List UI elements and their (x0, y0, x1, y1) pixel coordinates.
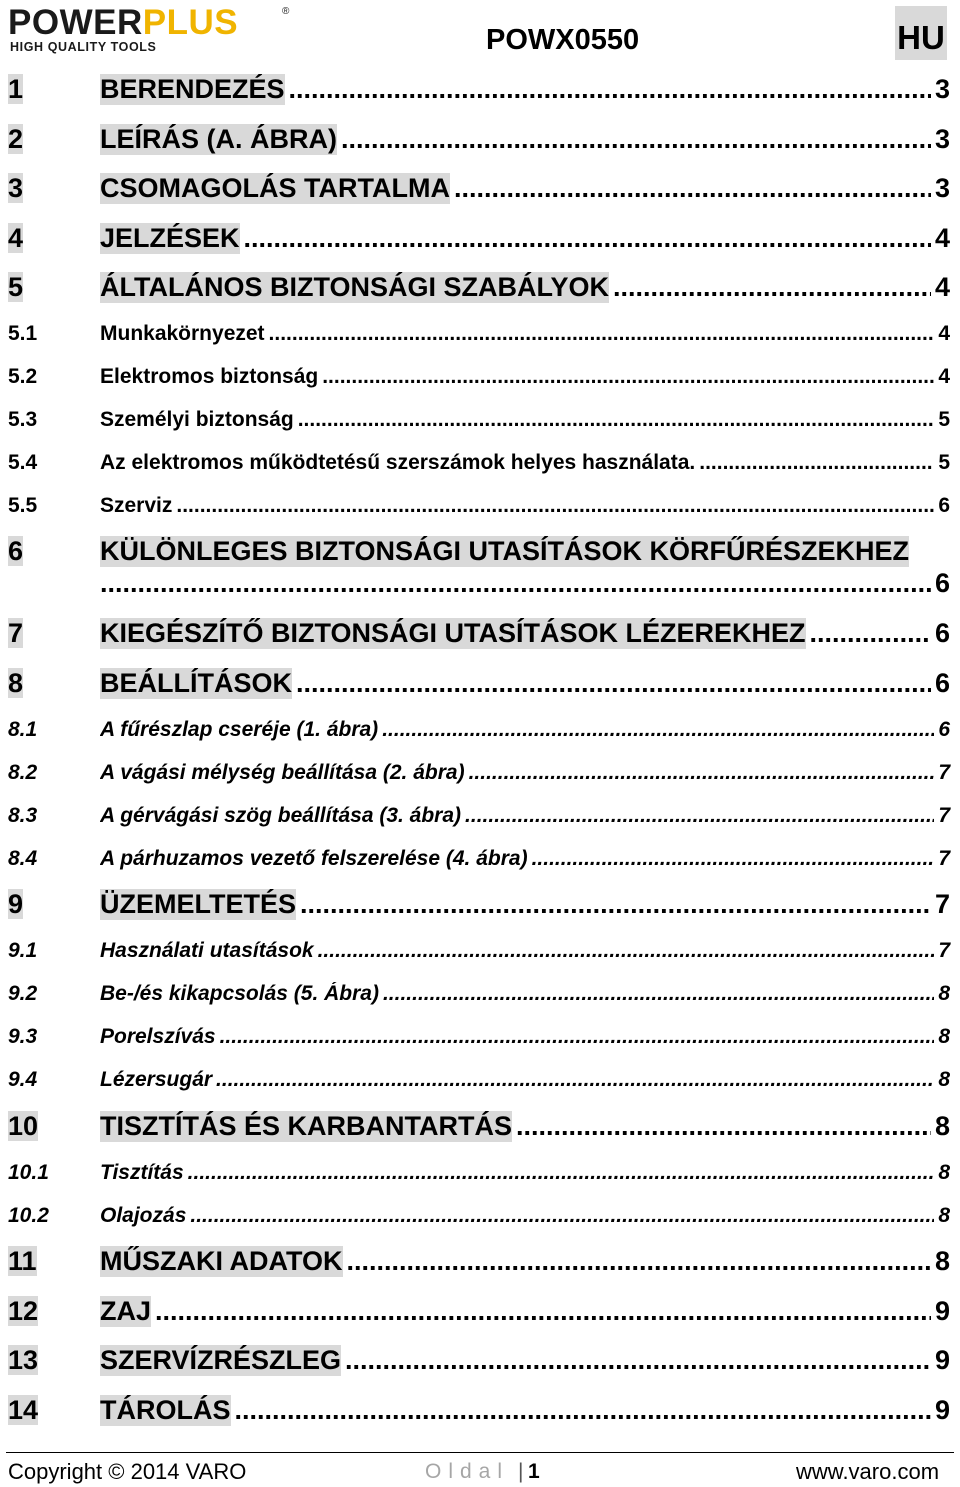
toc-entry-number: 10 (8, 1111, 39, 1141)
toc-entry-title: Porelszívás (100, 1025, 216, 1048)
logo-power-text: POWER (8, 3, 143, 42)
toc-leader-dots (298, 408, 935, 432)
toc-entry-title: ÜZEMELTETÉS (100, 889, 297, 919)
toc-entry-number: 9.4 (8, 1068, 38, 1091)
toc-leader-dots (516, 1111, 931, 1142)
toc-entry-title: KÜLÖNLEGES BIZTONSÁGI UTASÍTÁSOK KÖRFŰRÉSZEKHEZ (100, 536, 910, 566)
toc-entry-number: 9 (8, 889, 24, 919)
page-number: 1 (528, 1460, 540, 1483)
toc-leader-dots (613, 272, 931, 303)
toc-entry-title: A párhuzamos vezető felszerelése (4. ábra) (100, 847, 528, 870)
toc-entry-12[interactable] (8, 1296, 950, 1327)
toc-entry-number: 10.1 (8, 1161, 49, 1184)
toc-leader-dots (296, 668, 931, 699)
toc-entry-9-2[interactable] (8, 982, 950, 1006)
toc-leader-dots (216, 1068, 934, 1092)
toc-entry-number: 14 (8, 1395, 39, 1425)
toc-entry-13[interactable] (8, 1345, 950, 1376)
model-number: POWX0550 (486, 24, 640, 56)
language-badge: HU (895, 6, 947, 60)
toc-entry-number: 12 (8, 1296, 39, 1326)
toc-entry-title: KIEGÉSZÍTŐ BIZTONSÁGI UTASÍTÁSOK LÉZEREKHEZ (100, 618, 806, 648)
toc-entry-page: 5 (938, 408, 950, 431)
toc-leader-dots (341, 124, 931, 155)
toc-entry-title: Szerviz (100, 494, 173, 517)
toc-leader-dots (318, 939, 935, 963)
toc-entry-page: 8 (938, 1161, 950, 1184)
toc-entry-11[interactable] (8, 1246, 950, 1277)
page-label: Oldal (425, 1460, 510, 1483)
toc-entry-title: JELZÉSEK (100, 223, 240, 253)
toc-entry-number: 8.1 (8, 718, 38, 741)
toc-entry-number: 7 (8, 618, 24, 648)
toc-entry-number: 5.2 (8, 365, 38, 388)
toc-entry-page: 5 (938, 451, 950, 474)
toc-entry-page: 8 (938, 1025, 950, 1048)
toc-entry-title: BEÁLLÍTÁSOK (100, 668, 292, 698)
toc-leader-dots (465, 804, 934, 828)
toc-entry-number: 6 (8, 536, 24, 566)
logo-registered-mark: ® (282, 6, 290, 17)
toc-entry-page: 9 (934, 1395, 950, 1425)
toc-entry-title: Be-/és kikapcsolás (5. Ábra) (100, 982, 379, 1005)
toc-leader-dots (345, 1345, 931, 1376)
toc-entry-page: 7 (934, 889, 950, 919)
toc-leader-dots (188, 1161, 935, 1185)
toc-leader-dots (532, 847, 935, 871)
toc-entry-8-2[interactable] (8, 761, 950, 785)
toc-leader-dots (269, 322, 935, 346)
toc-entry-title: Az elektromos működtetésű szerszámok helyes használata. (100, 451, 696, 474)
toc-entry-page: 4 (934, 272, 950, 302)
toc-leader-dots (300, 889, 931, 920)
toc-leader-dots (322, 365, 934, 389)
website-link[interactable]: www.varo.com (796, 1459, 940, 1484)
toc-entry-number: 5 (8, 272, 24, 302)
toc-leader-dots (220, 1025, 935, 1049)
toc-entry-title: TISZTÍTÁS ÉS KARBANTARTÁS (100, 1111, 512, 1141)
toc-entry-page: 7 (938, 761, 950, 784)
toc-entry-page: 8 (934, 1246, 950, 1276)
toc-entry-title: Elektromos biztonság (100, 365, 319, 388)
toc-entry-page: 7 (938, 847, 950, 870)
toc-entry-page: 4 (938, 365, 950, 388)
toc-entry-number: 13 (8, 1345, 39, 1375)
toc-entry-number: 9.3 (8, 1025, 38, 1048)
toc-entry-page: 8 (938, 982, 950, 1005)
toc-entry-number: 8.4 (8, 847, 38, 870)
toc-entry-7[interactable] (8, 618, 950, 649)
toc-entry-5[interactable] (8, 272, 950, 303)
page-separator: | (518, 1460, 524, 1483)
toc-leader-dots (289, 74, 931, 105)
toc-entry-number: 5.1 (8, 322, 38, 345)
toc-entry-page: 6 (938, 494, 950, 517)
toc-entry-number: 5.4 (8, 451, 38, 474)
toc-entry-10-2[interactable] (8, 1204, 950, 1228)
toc-leader-dots (235, 1395, 931, 1426)
copyright-text: Copyright © 2014 VARO (8, 1459, 247, 1484)
toc-entry-page: 8 (934, 1111, 950, 1141)
logo-plus-text: PLUS (142, 3, 239, 42)
toc-entry-title: A fűrészlap cseréje (1. ábra) (100, 718, 379, 741)
toc-leader-dots (244, 223, 931, 254)
toc-entry-title: Munkakörnyezet (100, 322, 265, 345)
toc-entry-title: ZAJ (100, 1296, 152, 1326)
toc-leader-dots (176, 494, 934, 518)
toc-entry-2[interactable] (8, 124, 950, 155)
toc-leader-dots (810, 618, 931, 649)
toc-entry-number: 3 (8, 173, 24, 203)
toc-leader-dots (454, 173, 931, 204)
toc-entry-number: 4 (8, 223, 24, 253)
toc-entry-title: Tisztítás (100, 1161, 184, 1184)
toc-entry-title: Személyi biztonság (100, 408, 294, 431)
toc-leader-dots (190, 1204, 934, 1228)
toc-leader-dots (699, 451, 934, 475)
toc-leader-dots (155, 1296, 931, 1327)
toc-entry-6[interactable] (8, 536, 950, 567)
logo-wordmark (8, 4, 238, 42)
toc-entry-5-3[interactable] (8, 408, 950, 432)
toc-entry-title: SZERVÍZRÉSZLEG (100, 1345, 342, 1375)
toc-entry-5-1[interactable] (8, 322, 950, 346)
toc-entry-page: 3 (934, 74, 950, 104)
toc-entry-3[interactable] (8, 173, 950, 204)
toc-entry-title: LEÍRÁS (A. ÁBRA) (100, 124, 337, 154)
toc-entry-page: 4 (934, 223, 950, 253)
toc-entry-title: A vágási mélység beállítása (2. ábra) (100, 761, 465, 784)
toc-entry-page: 3 (934, 173, 950, 203)
toc-leader-dots (347, 1246, 931, 1277)
toc-entry-page: 8 (938, 1068, 950, 1091)
toc-entry-title: Használati utasítások (100, 939, 314, 962)
toc-entry-title: BERENDEZÉS (100, 74, 285, 104)
toc-entry-number: 5.5 (8, 494, 38, 517)
toc-leader-dots (469, 761, 935, 785)
footer-divider (6, 1452, 954, 1453)
toc-entry-6-continuation[interactable] (100, 568, 950, 599)
toc-entry-number: 11 (8, 1246, 37, 1276)
toc-entry-title: Olajozás (100, 1204, 187, 1227)
toc-entry-5-2[interactable] (8, 365, 950, 389)
toc-entry-title: A gérvágási szög beállítása (3. ábra) (100, 804, 462, 827)
toc-entry-page: 3 (934, 124, 950, 154)
toc-entry-number: 9.2 (8, 982, 38, 1005)
toc-leader-dots (383, 982, 934, 1006)
toc-entry-page: 8 (938, 1204, 950, 1227)
toc-entry-9[interactable] (8, 889, 950, 920)
powerplus-logo (8, 4, 298, 54)
toc-entry-9-3[interactable] (8, 1025, 950, 1049)
toc-entry-5-4[interactable] (8, 451, 950, 475)
toc-entry-9-4[interactable] (8, 1068, 950, 1092)
toc-entry-number: 5.3 (8, 408, 38, 431)
toc-entry-title: MŰSZAKI ADATOK (100, 1246, 343, 1276)
toc-entry-page: 4 (938, 322, 950, 345)
toc-entry-title: TÁROLÁS (100, 1395, 231, 1425)
logo-tagline: HIGH QUALITY TOOLS (10, 40, 157, 54)
toc-entry-8-1[interactable] (8, 718, 950, 742)
toc-entry-10-1[interactable] (8, 1161, 950, 1185)
toc-entry-number: 8.3 (8, 804, 38, 827)
toc-entry-4[interactable] (8, 223, 950, 254)
toc-entry-title: Lézersugár (100, 1068, 213, 1091)
toc-entry-5-5[interactable] (8, 494, 950, 518)
toc-entry-8[interactable] (8, 668, 950, 699)
toc-entry-number: 10.2 (8, 1204, 49, 1227)
toc-leader-dots (100, 568, 931, 599)
toc-entry-title: ÁLTALÁNOS BIZTONSÁGI SZABÁLYOK (100, 272, 610, 302)
toc-entry-8-3[interactable] (8, 804, 950, 828)
toc-entry-number: 2 (8, 124, 24, 154)
toc-entry-page: 9 (934, 1296, 950, 1326)
toc-entry-page: 6 (934, 568, 950, 598)
toc-entry-8-4[interactable] (8, 847, 950, 871)
toc-entry-title: CSOMAGOLÁS TARTALMA (100, 173, 450, 203)
toc-entry-14[interactable] (8, 1395, 950, 1426)
toc-entry-page: 7 (938, 804, 950, 827)
toc-entry-number: 8.2 (8, 761, 38, 784)
toc-entry-page: 9 (934, 1345, 950, 1375)
toc-entry-page: 6 (934, 668, 950, 698)
toc-entry-10[interactable] (8, 1111, 950, 1142)
toc-leader-dots (382, 718, 934, 742)
toc-entry-page: 6 (938, 718, 950, 741)
toc-entry-number: 8 (8, 668, 24, 698)
toc-entry-9-1[interactable] (8, 939, 950, 963)
toc-entry-page: 7 (938, 939, 950, 962)
toc-entry-number: 9.1 (8, 939, 38, 962)
toc-entry-number: 1 (8, 74, 24, 104)
toc-entry-1[interactable] (8, 74, 950, 105)
toc-entry-page: 6 (934, 618, 950, 648)
